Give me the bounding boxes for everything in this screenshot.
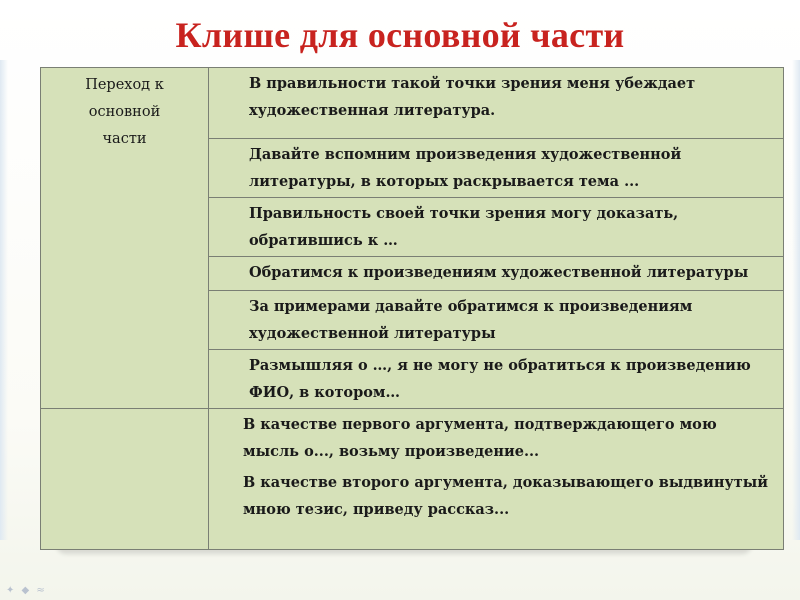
slide-title: Клише для основной части bbox=[175, 15, 625, 55]
decorative-footer-mark: ✦ ◆ ≈ bbox=[6, 585, 47, 596]
table-row bbox=[41, 68, 784, 139]
argument-second: В качестве второго аргумента, доказывающего выдвинутый мною тезис, приведу рассказ... bbox=[243, 474, 769, 518]
argument-first: В качестве первого аргумента, подтверждающего мою мысль о..., возьму произведение... bbox=[243, 416, 717, 460]
phrase-cell: Давайте вспомним произведения художественной литературы, в которых раскрывается тема ... bbox=[209, 139, 784, 198]
section-label: Переход к основной части bbox=[85, 77, 164, 147]
slide-left-edge bbox=[0, 60, 8, 540]
slide-right-edge bbox=[792, 60, 800, 540]
arguments-label-cell bbox=[41, 409, 209, 550]
phrase-cell: За примерами давайте обратимся к произведениям художественной литературы bbox=[209, 291, 784, 350]
phrase-cell: Правильность своей точки зрения могу доказать, обратившись к … bbox=[209, 198, 784, 257]
table-row bbox=[41, 409, 784, 550]
section-label-cell bbox=[41, 68, 209, 409]
arguments-cell bbox=[209, 409, 784, 550]
cliche-table bbox=[40, 67, 784, 550]
phrase-cell: Размышляя о …, я не могу не обратиться к произведению ФИО, в котором… bbox=[209, 350, 784, 409]
phrase-cell: В правильности такой точки зрения меня убеждает художественная литература. bbox=[209, 68, 784, 139]
phrase-cell: Обратимся к произведениям художественной литературы bbox=[209, 257, 784, 291]
